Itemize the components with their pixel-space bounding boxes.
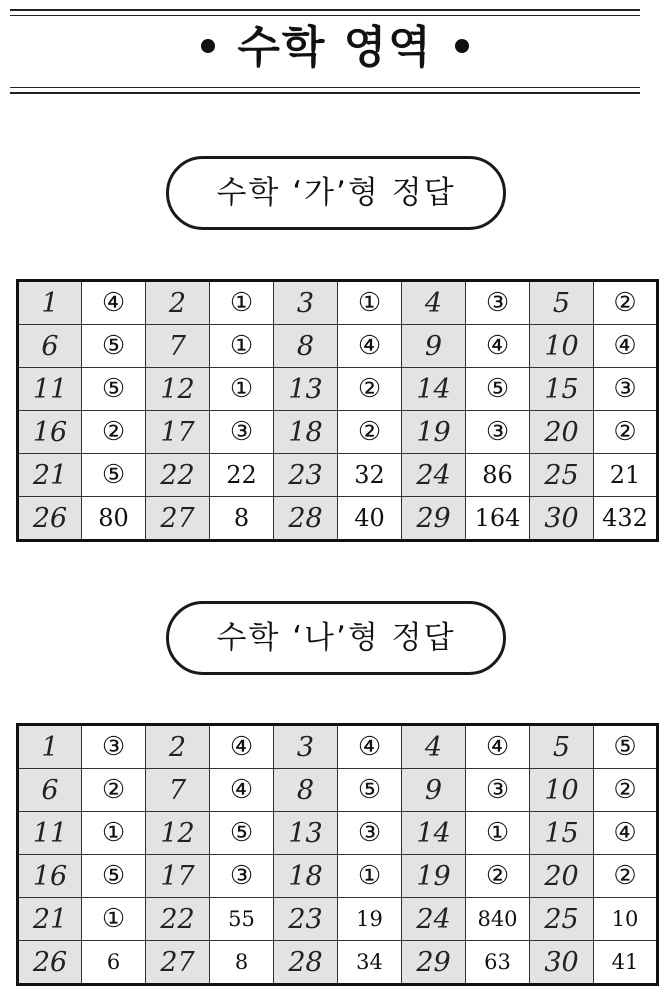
- question-number: 28: [274, 497, 338, 541]
- answer-value: ①: [82, 812, 146, 855]
- answer-value: ④: [466, 725, 530, 769]
- section-title-gahyung: 수학 ‘가’형 정답: [166, 156, 506, 230]
- question-number: 7: [146, 769, 210, 812]
- answer-value: ①: [210, 325, 274, 368]
- answer-value: 32: [338, 454, 402, 497]
- question-number: 4: [402, 725, 466, 769]
- question-number: 27: [146, 941, 210, 985]
- question-number: 22: [146, 898, 210, 941]
- answer-table-nahyung: [16, 723, 659, 986]
- question-number: 15: [530, 368, 594, 411]
- question-number: 11: [18, 368, 82, 411]
- table-row: [18, 812, 658, 855]
- answer-value: ②: [594, 855, 658, 898]
- question-number: 6: [18, 325, 82, 368]
- question-number: 3: [274, 725, 338, 769]
- answer-value: 22: [210, 454, 274, 497]
- answer-value: 80: [82, 497, 146, 541]
- page-title: [0, 18, 670, 78]
- question-number: 24: [402, 898, 466, 941]
- question-number: 1: [18, 725, 82, 769]
- answer-value: ②: [82, 769, 146, 812]
- question-number: 30: [530, 941, 594, 985]
- answer-value: 164: [466, 497, 530, 541]
- question-number: 15: [530, 812, 594, 855]
- question-number: 16: [18, 855, 82, 898]
- answer-value: ③: [210, 855, 274, 898]
- answer-value: ⑤: [594, 725, 658, 769]
- question-number: 26: [18, 941, 82, 985]
- question-number: 19: [402, 411, 466, 454]
- answer-value: ②: [82, 411, 146, 454]
- question-number: 21: [18, 454, 82, 497]
- question-number: 20: [530, 855, 594, 898]
- header-top-rule: [10, 9, 640, 11]
- answer-value: ⑤: [82, 368, 146, 411]
- answer-value: ⑤: [82, 325, 146, 368]
- question-number: 24: [402, 454, 466, 497]
- question-number: 14: [402, 368, 466, 411]
- question-number: 11: [18, 812, 82, 855]
- question-number: 17: [146, 855, 210, 898]
- question-number: 9: [402, 325, 466, 368]
- bullet-dot-right: [455, 39, 469, 53]
- question-number: 3: [274, 281, 338, 325]
- answer-value: ②: [594, 281, 658, 325]
- answer-value: ①: [82, 898, 146, 941]
- answer-value: ③: [466, 281, 530, 325]
- answer-value: 55: [210, 898, 274, 941]
- question-number: 12: [146, 368, 210, 411]
- question-number: 29: [402, 941, 466, 985]
- answer-value: 63: [466, 941, 530, 985]
- answer-table-gahyung: [16, 279, 659, 542]
- answer-value: ⑤: [338, 769, 402, 812]
- question-number: 13: [274, 368, 338, 411]
- table-row: [18, 898, 658, 941]
- question-number: 26: [18, 497, 82, 541]
- question-number: 18: [274, 411, 338, 454]
- answer-value: ⑤: [210, 812, 274, 855]
- answer-value: ④: [466, 325, 530, 368]
- answer-value: ①: [210, 368, 274, 411]
- table-row: [18, 368, 658, 411]
- table-row: [18, 497, 658, 541]
- question-number: 23: [274, 454, 338, 497]
- question-number: 8: [274, 769, 338, 812]
- answer-value: 8: [210, 941, 274, 985]
- answer-value: 41: [594, 941, 658, 985]
- answer-value: 19: [338, 898, 402, 941]
- question-number: 25: [530, 898, 594, 941]
- question-number: 5: [530, 281, 594, 325]
- answer-value: ④: [338, 325, 402, 368]
- answer-value: ⑤: [82, 855, 146, 898]
- question-number: 1: [18, 281, 82, 325]
- question-number: 6: [18, 769, 82, 812]
- answer-value: ①: [210, 281, 274, 325]
- question-number: 14: [402, 812, 466, 855]
- question-number: 9: [402, 769, 466, 812]
- table-row: [18, 941, 658, 985]
- answer-value: ④: [82, 281, 146, 325]
- answer-value: ①: [466, 812, 530, 855]
- answer-value: ①: [338, 281, 402, 325]
- answer-value: ③: [466, 769, 530, 812]
- answer-value: 86: [466, 454, 530, 497]
- answer-value: ②: [594, 411, 658, 454]
- question-number: 4: [402, 281, 466, 325]
- answer-value: 6: [82, 941, 146, 985]
- question-number: 23: [274, 898, 338, 941]
- question-number: 5: [530, 725, 594, 769]
- answer-value: ①: [338, 855, 402, 898]
- question-number: 16: [18, 411, 82, 454]
- answer-value: ③: [82, 725, 146, 769]
- header-top-rule-inner: [10, 15, 640, 16]
- table-row: [18, 325, 658, 368]
- question-number: 29: [402, 497, 466, 541]
- answer-value: ④: [210, 769, 274, 812]
- question-number: 19: [402, 855, 466, 898]
- question-number: 2: [146, 281, 210, 325]
- question-number: 20: [530, 411, 594, 454]
- question-number: 8: [274, 325, 338, 368]
- table-row: [18, 454, 658, 497]
- question-number: 13: [274, 812, 338, 855]
- answer-value: 21: [594, 454, 658, 497]
- question-number: 7: [146, 325, 210, 368]
- table-row: [18, 769, 658, 812]
- page-title-text: 수학 영역: [237, 22, 433, 73]
- question-number: 21: [18, 898, 82, 941]
- bullet-dot-left: [201, 39, 215, 53]
- question-number: 10: [530, 769, 594, 812]
- answer-value: ④: [594, 325, 658, 368]
- answer-value: ④: [594, 812, 658, 855]
- question-number: 30: [530, 497, 594, 541]
- answer-value: ③: [338, 812, 402, 855]
- question-number: 2: [146, 725, 210, 769]
- table-row: [18, 855, 658, 898]
- header-bottom-rule: [10, 92, 640, 94]
- answer-value: 8: [210, 497, 274, 541]
- answer-value: ③: [594, 368, 658, 411]
- table-row: [18, 411, 658, 454]
- question-number: 25: [530, 454, 594, 497]
- answer-value: ④: [338, 725, 402, 769]
- answer-value: ③: [466, 411, 530, 454]
- question-number: 17: [146, 411, 210, 454]
- section-title-nahyung: 수학 ‘나’형 정답: [166, 601, 506, 675]
- answer-value: 10: [594, 898, 658, 941]
- answer-value: ⑤: [466, 368, 530, 411]
- header-bottom-rule-inner: [10, 87, 640, 88]
- answer-value: ②: [338, 368, 402, 411]
- question-number: 22: [146, 454, 210, 497]
- table-row: [18, 281, 658, 325]
- question-number: 28: [274, 941, 338, 985]
- answer-value: ④: [210, 725, 274, 769]
- answer-value: 34: [338, 941, 402, 985]
- answer-value: ②: [338, 411, 402, 454]
- answer-value: 840: [466, 898, 530, 941]
- answer-value: 40: [338, 497, 402, 541]
- table-row: [18, 725, 658, 769]
- question-number: 10: [530, 325, 594, 368]
- answer-value: ⑤: [82, 454, 146, 497]
- answer-value: ②: [594, 769, 658, 812]
- question-number: 12: [146, 812, 210, 855]
- question-number: 27: [146, 497, 210, 541]
- answer-value: ②: [466, 855, 530, 898]
- answer-value: 432: [594, 497, 658, 541]
- question-number: 18: [274, 855, 338, 898]
- answer-value: ③: [210, 411, 274, 454]
